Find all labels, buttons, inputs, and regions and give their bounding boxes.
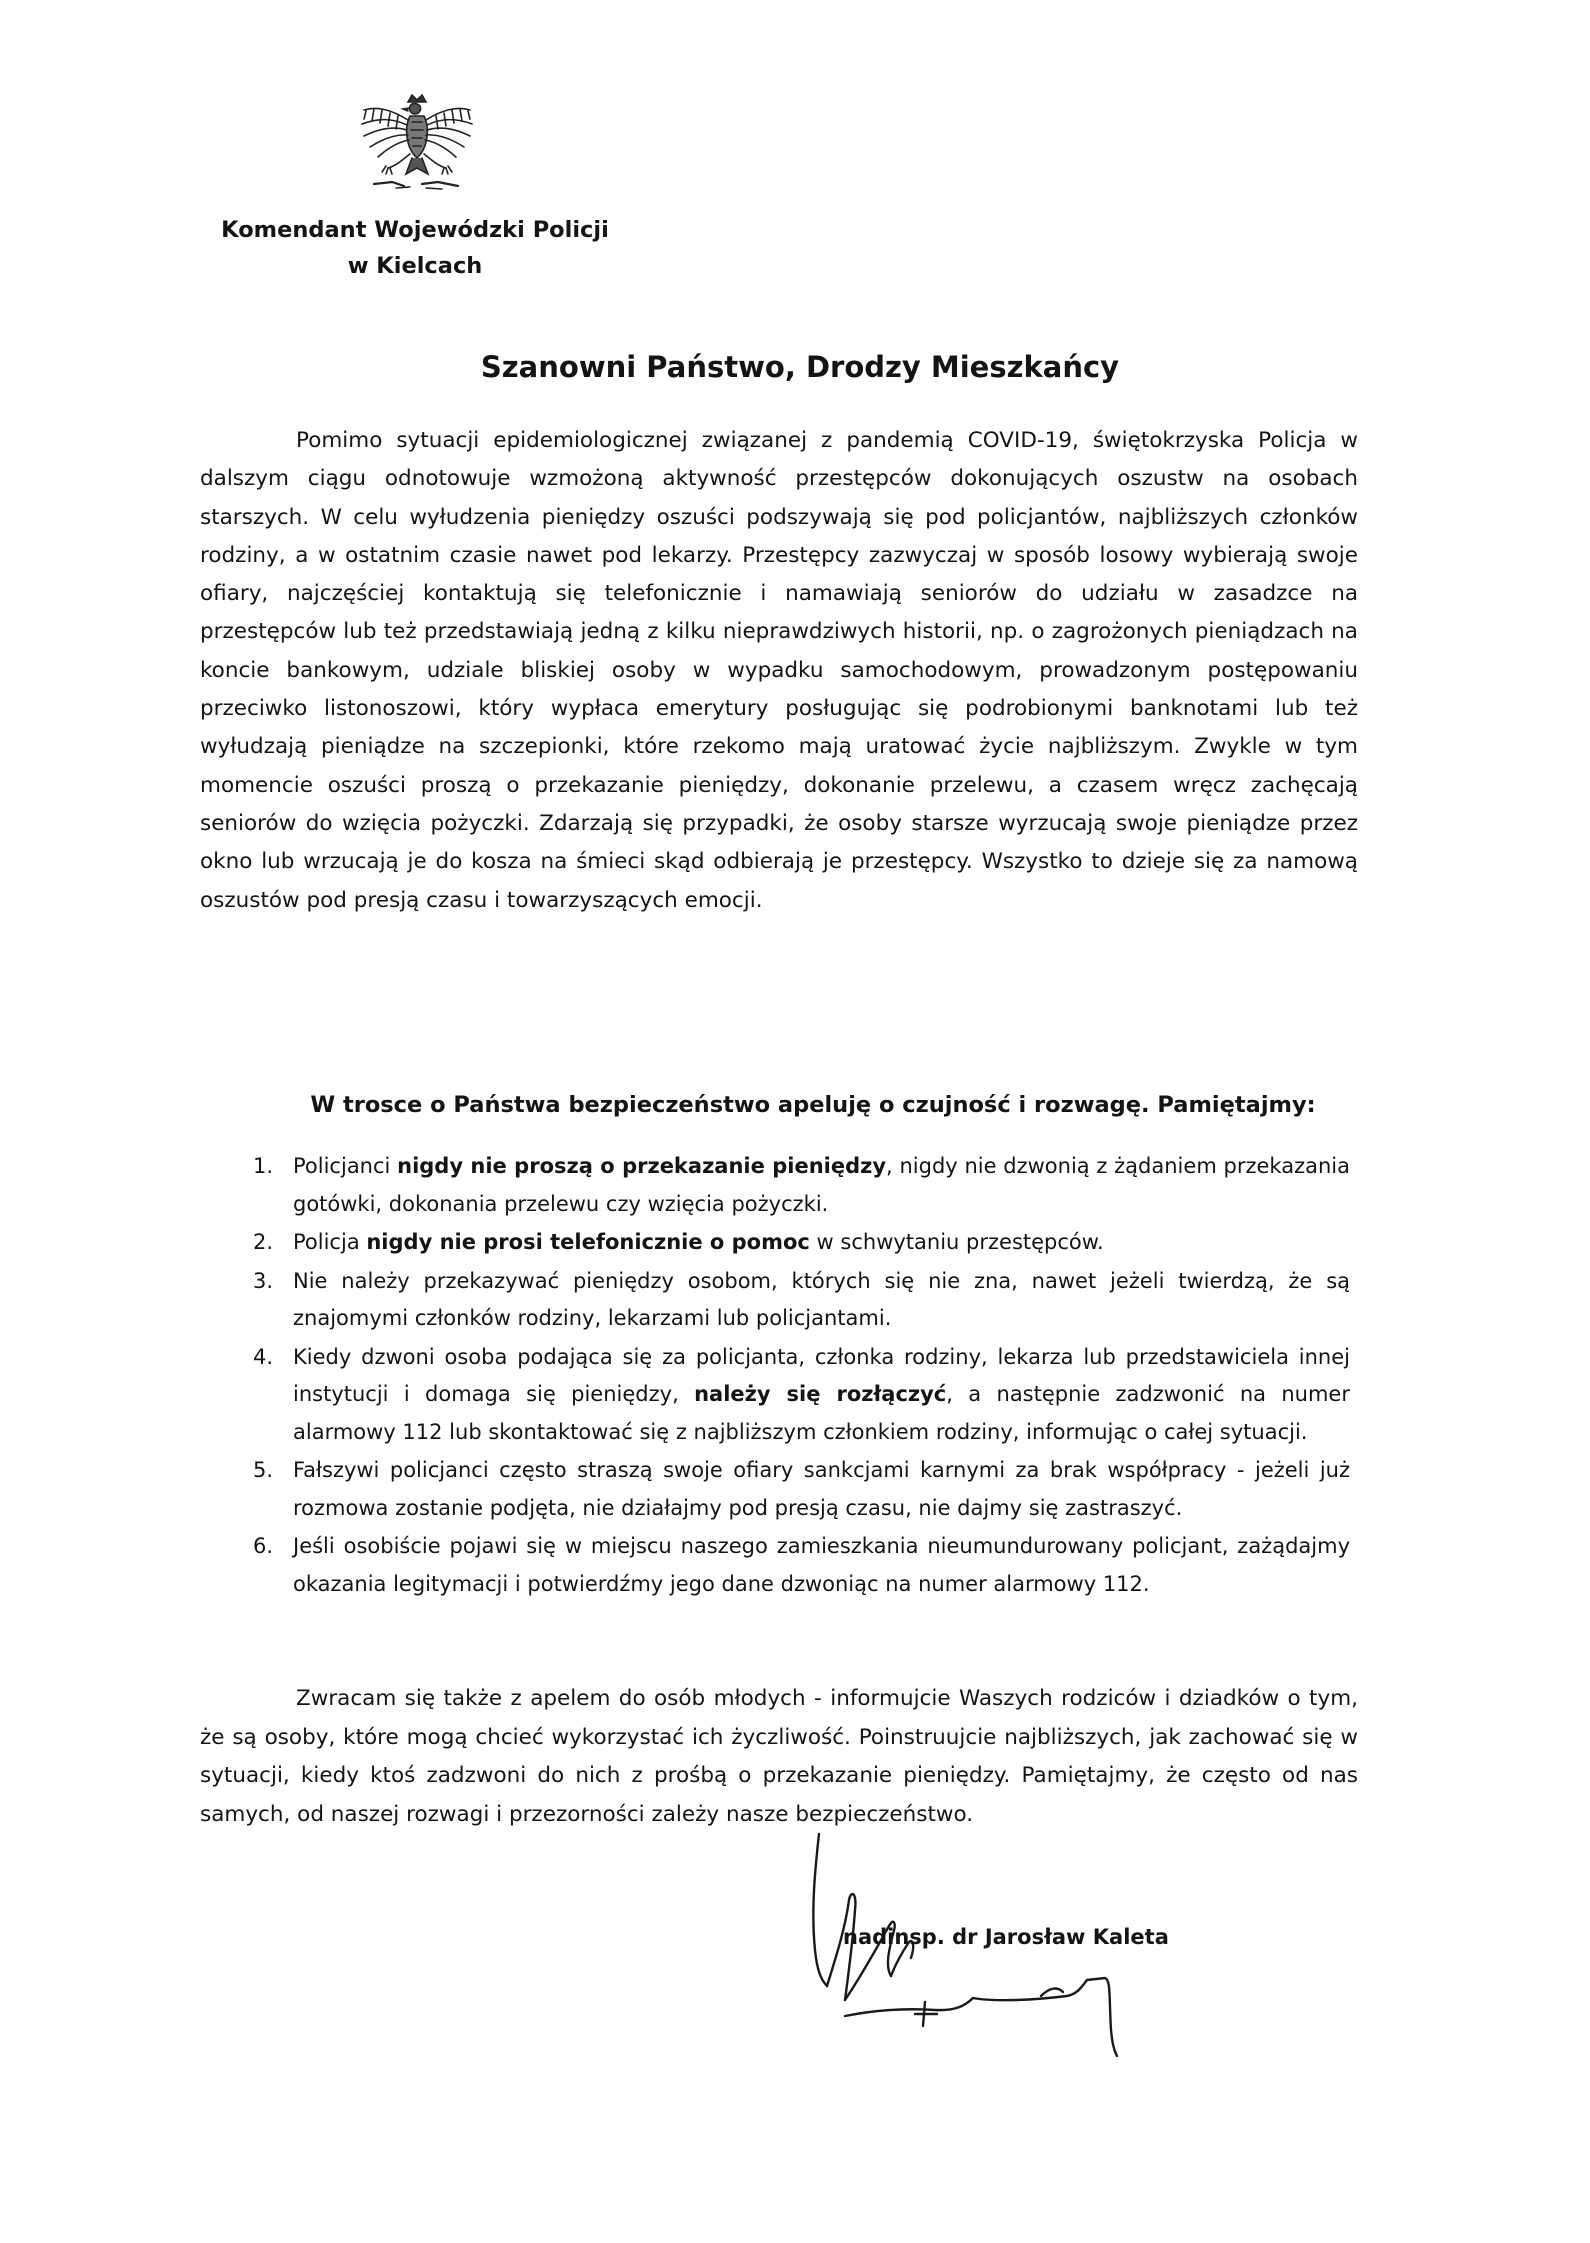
signatory-name: nadinsp. dr Jarosław Kaleta (843, 1925, 1169, 1949)
issuer-title: Komendant Wojewódzki Policji (221, 217, 609, 243)
list-item-number: 1. (252, 1154, 273, 1178)
list-item-text: Policja (293, 1230, 367, 1254)
advice-list (243, 1148, 1350, 1604)
list-item (243, 1224, 1350, 1262)
list-item-number: 6. (252, 1534, 273, 1558)
salutation-heading: Szanowni Państwo, Drodzy Mieszkańcy (480, 350, 1120, 384)
list-item-text: Jeśli osobiście pojawi się w miejscu naszego zamieszkania nieumundurowany policjant, zażądajmy okazania legitymacji i potwierdźmy jego dane dzwoniąc na numer alarmowy 112. (293, 1534, 1350, 1596)
list-item (243, 1148, 1350, 1223)
list-item (243, 1263, 1350, 1338)
list-item-text: Fałszywi policjanci często straszą swoje ofiary sankcjami karnymi za brak współpracy - jeżeli już rozmowa zostanie podjęta, nie działajmy pod presją czasu, nie dajmy się zastraszyć. (293, 1458, 1350, 1520)
list-item (243, 1452, 1350, 1527)
list-item-emphasis: należy się rozłączyć (694, 1382, 947, 1406)
list-item (243, 1528, 1350, 1603)
list-item-text: Policjanci (293, 1154, 398, 1178)
list-item-text-rest: w schwytaniu przestępców. (809, 1230, 1104, 1254)
list-item-text-rest: , a następnie zadzwonić na numer alarmowy 112 lub skontaktować się z najbliższym członkiem rodziny, informując o całej sytuacji. (293, 1382, 1350, 1444)
list-item-text: Nie należy przekazywać pieniędzy osobom, których się nie zna, nawet jeżeli twierdzą, że są znajomymi członków rodziny, lekarzami lub policjantami. (293, 1268, 1350, 1330)
list-item (243, 1339, 1350, 1452)
intro-paragraph: Pomimo sytuacji epidemiologicznej związanej z pandemią COVID-19, świętokrzyska Policja w dalszym ciągu odnotowuje wzmożoną aktywność przestępców dokonujących oszustw na osobach starszych. W celu wyłudzenia pieniędzy oszuści podszywają się pod policjantów, najbliższych członków rodziny, a w ostatnim czasie nawet pod lekarzy. Przestępcy zazwyczaj w sposób losowy wybierają swoje ofiary, najczęściej kontaktują się telefonicznie i namawiają seniorów do udziału w zasadzce na przestępców lub też przedstawiają jedną z kilku nieprawdziwych historii, np. o zagrożonych pieniądzach na koncie bankowym, udziale bliskiej osoby w wypadku samochodowym, prowadzonym postępowaniu przeciwko listonoszowi, który wypłaca emerytury posługując się podrobionymi banknotami lub też wyłudzają pieniądze na szczepionki, które rzekomo mają uratować życie najbliższym. Zwykle w tym momencie oszuści proszą o przekazanie pieniędzy, dokonanie przelewu, a czasem wręcz zachęcają seniorów do wzięcia pożyczki. Zdarzają się przypadki, że osoby starsze wyrzucają swoje pieniądze przez okno lub wrzucają je do kosza na śmieci skąd odbierają je przestępcy. Wszystko to dzieje się za namową oszustów pod presją czasu i towarzyszących emocji. (200, 428, 1358, 913)
list-item-emphasis: nigdy nie proszą o przekazanie pieniędzy (397, 1154, 887, 1178)
list-item-number: 4. (252, 1344, 273, 1369)
appeal-line: W trosce o Państwa bezpieczeństwo apeluję o czujność i rozwagę. Pamiętajmy: (310, 1092, 1316, 1118)
list-item-text: Kiedy dzwoni osoba podająca się za policjanta, członka rodziny, lekarza lub przedstawiciela innej instytucji i domaga się pieniędzy, (293, 1344, 1350, 1406)
list-item-number: 2. (252, 1230, 273, 1254)
list-item-number: 3. (252, 1268, 273, 1293)
list-item-text-rest: , nigdy nie dzwonią z żądaniem przekazania gotówki, dokonania przelewu czy wzięcia pożyczki. (293, 1154, 1350, 1216)
list-item-number: 5. (252, 1458, 273, 1482)
closing-paragraph: Zwracam się także z apelem do osób młodych - informujcie Waszych rodziców i dziadków o tym, że są osoby, które mogą chcieć wykorzystać ich życzliwość. Poinstruujcie najbliższych, jak zachować się w sytuacji, kiedy ktoś zadzwoni do nich z prośbą o przekazanie pieniędzy. Pamiętajmy, że często od nas samych, od naszej rozwagi i przezorności zależy nasze bezpieczeństwo. (200, 1686, 1358, 1827)
issuer-block (205, 212, 625, 284)
polish-eagle-emblem-icon (352, 92, 482, 202)
list-item-emphasis: nigdy nie prosi telefonicznie o pomoc (366, 1230, 810, 1254)
issuer-city: w Kielcach (347, 253, 483, 279)
